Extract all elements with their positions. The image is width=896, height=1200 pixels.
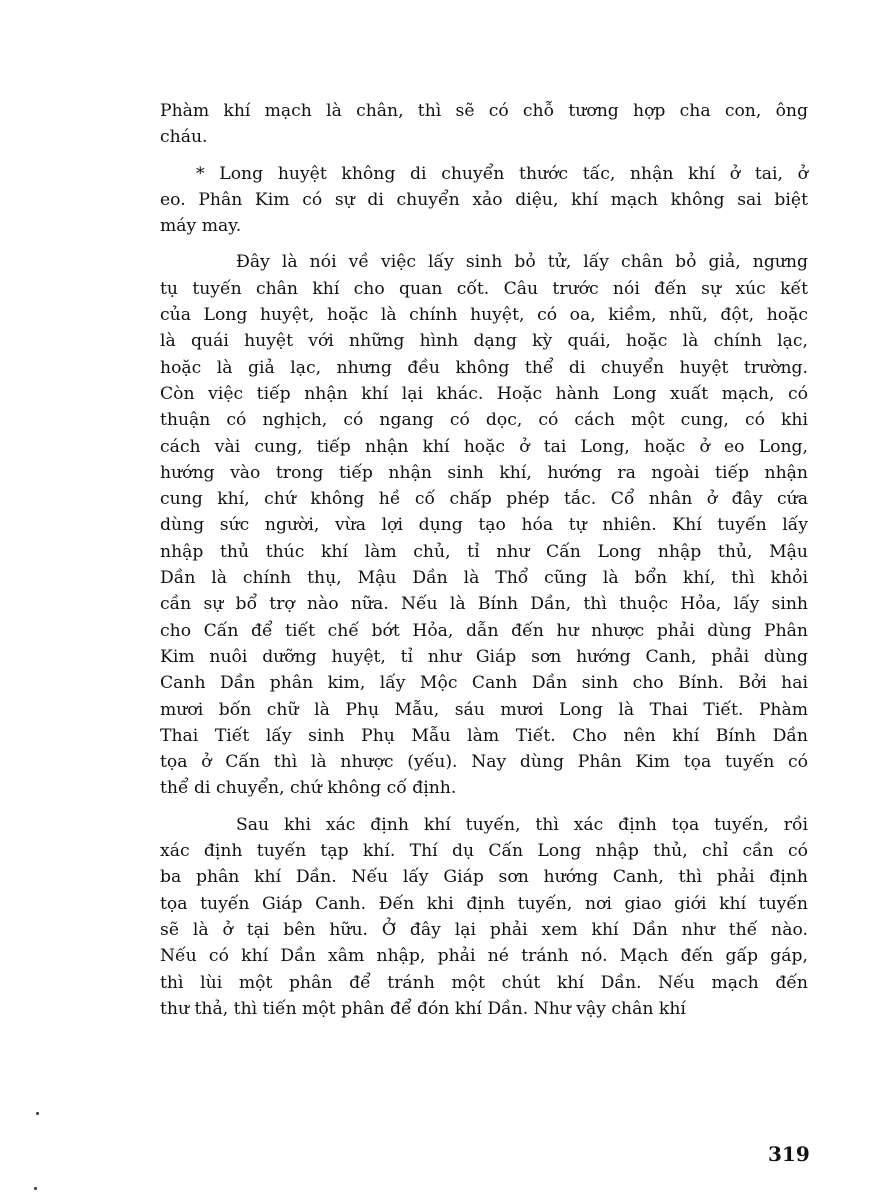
paragraph-1 [160,98,808,151]
text-line: Đây là nói về việc lấy sinh bỏ tử, lấy chân bỏ giả, ngưng [236,252,808,273]
text-line: cần sự bổ trợ nào nữa. Nếu là Bính Dần, thì thuộc Hỏa, lấy sinh [160,594,808,615]
text-line: máy may. [160,216,242,237]
text-line: Sau khi xác định khí tuyến, thì xác định tọa tuyến, rồi [236,814,808,835]
page-number: 319 [768,1142,810,1166]
text-line: xác định tuyến tạp khí. Thí dụ Cấn Long nhập thủ, chỉ cần có [160,841,808,862]
page-body [160,98,808,1022]
text-line: tọa tuyến Giáp Canh. Đến khi định tuyến, nơi giao giới khí tuyến [160,893,808,914]
text-line: mươi bốn chữ là Phụ Mẫu, sáu mươi Long là Thai Tiết. Phàm [160,699,808,720]
text-line: thể di chuyển, chứ không cố định. [160,778,457,799]
scan-speck [34,1187,37,1190]
text-line: là quái huyệt với những hình dạng kỳ quái, hoặc là chính lạc, [160,331,808,352]
text-line: * Long huyệt không di chuyển thước tấc, nhận khí ở tai, ở [196,163,808,184]
text-line: nhập thủ thúc khí làm chủ, tỉ như Cấn Long nhập thủ, Mậu [160,541,808,562]
text-line: Canh Dần phân kim, lấy Mộc Canh Dần sinh cho Bính. Bởi hai [160,673,808,694]
text-line: dùng sức người, vừa lợi dụng tạo hóa tự nhiên. Khí tuyến lấy [160,515,808,536]
text-line: hướng vào trong tiếp nhận sinh khí, hướng ra ngoài tiếp nhận [160,462,808,483]
paragraph-3 [160,249,808,801]
text-line: cho Cấn để tiết chế bớt Hỏa, dẫn đến hư nhược phải dùng Phân [160,620,808,641]
text-line: Dần là chính thụ, Mậu Dần là Thổ cũng là bổn khí, thì khỏi [160,568,808,589]
text-line: của Long huyệt, hoặc là chính huyệt, có oa, kiềm, nhũ, đột, hoặc [160,305,808,326]
text-line: thư thả, thì tiến một phân để đón khí Dần. Như vậy chân khí [160,998,686,1019]
text-line: cung khí, chứ không hề cố chấp phép tắc. Cổ nhân ở đây cứa [160,489,808,510]
scan-speck [36,1112,39,1115]
text-line: cách vài cung, tiếp nhận khí hoặc ở tai Long, hoặc ở eo Long, [160,436,808,457]
text-line: Phàm khí mạch là chân, thì sẽ có chỗ tương hợp cha con, ông [160,101,808,121]
text-line: tụ tuyến chân khí cho quan cốt. Câu trước nói đến sự xúc kết [160,278,808,299]
paragraph-4 [160,812,808,1022]
text-line: thuận có nghịch, có ngang có dọc, có cách một cung, có khi [160,410,808,431]
text-line: Kim nuôi dưỡng huyệt, tỉ như Giáp sơn hướng Canh, phải dùng [160,646,808,667]
text-line: Nếu có khí Dần xâm nhập, phải né tránh nó. Mạch đến gấp gáp, [160,946,808,967]
text-line: cháu. [160,127,208,148]
text-line: thì lùi một phân để tránh một chút khí Dần. Nếu mạch đến [160,972,808,993]
text-line: hoặc là giả lạc, nhưng đều không thể di chuyển huyệt trường. [160,357,808,378]
text-line: Còn việc tiếp nhận khí lại khác. Hoặc hành Long xuất mạch, có [160,383,808,404]
text-line: tọa ở Cấn thì là nhược (yếu). Nay dùng Phân Kim tọa tuyến có [160,752,808,773]
text-line: eo. Phân Kim có sự di chuyển xảo diệu, khí mạch không sai biệt [160,189,808,210]
paragraph-2 [160,161,808,240]
text-line: sẽ là ở tại bên hữu. Ở đây lại phải xem khí Dần như thế nào. [160,919,808,940]
text-line: Thai Tiết lấy sinh Phụ Mẫu làm Tiết. Cho nên khí Bính Dần [160,725,808,746]
text-line: ba phân khí Dần. Nếu lấy Giáp sơn hướng Canh, thì phải định [160,867,808,888]
